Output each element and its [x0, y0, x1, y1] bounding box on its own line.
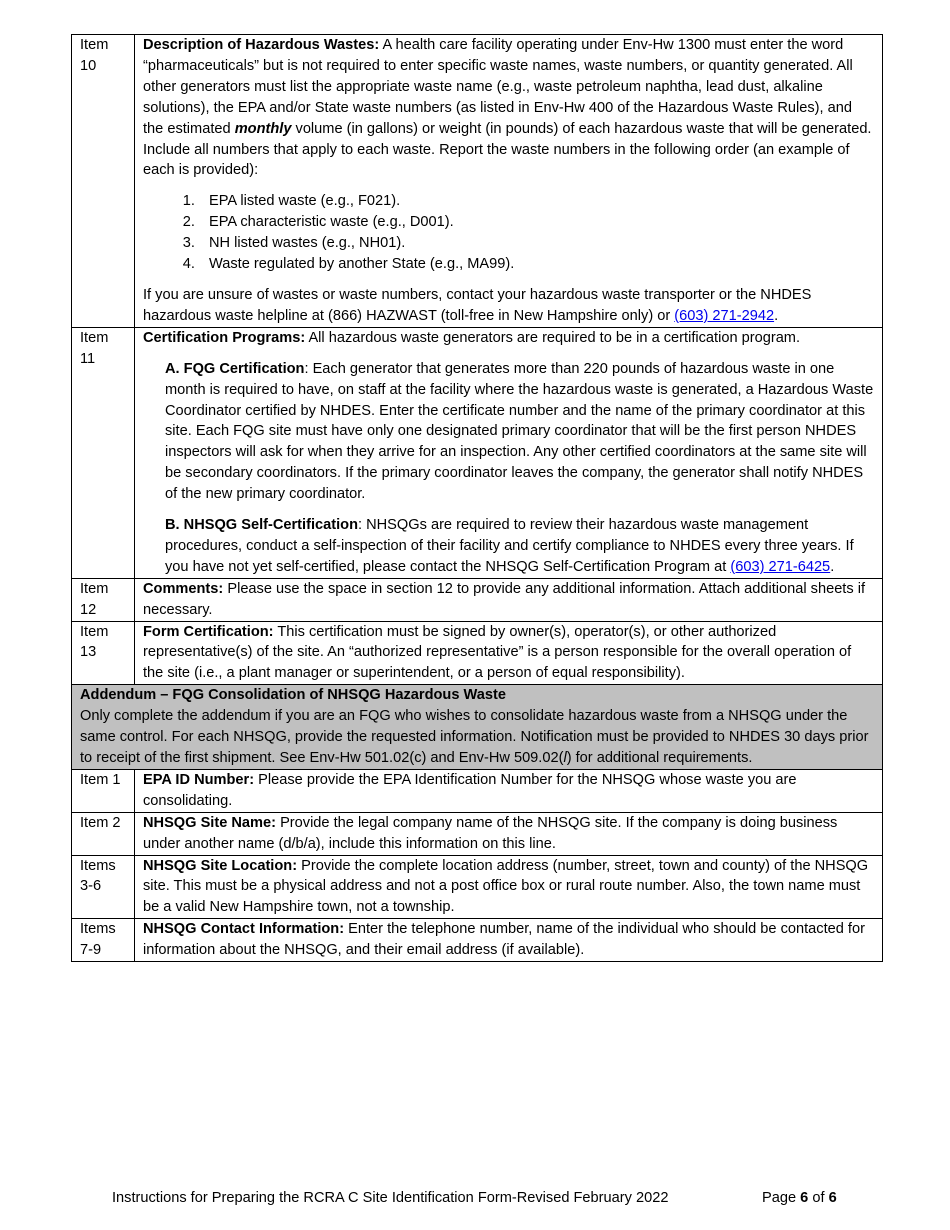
- item-text: This certification must be signed by owner(s), operator(s), or other authorized representative(s) of the site. An “authorized representative” is a person responsible for the overall operation of the site (i.e., a plant manager or superintendent, or a person of equal responsibility).: [143, 623, 852, 682]
- item-text: A health care facility operating under Env-Hw 1300 must enter the word “pharmaceuticals” but is not required to enter specific waste names, waste numbers, or quantity generated. All other generators must list the appropriate waste name (e.g., waste petroleum naphtha, lead dust, alkaline solutions), the EPA and/or State waste numbers (as listed in Env-Hw 400 of the Hazardous Waste Rules), and the estimated: [143, 37, 853, 137]
- item-label: Item 1: [72, 769, 135, 812]
- item-heading: NHSQG Contact Information:: [143, 921, 345, 938]
- nhsqg-self-certification-heading: B. NHSQG Self-Certification: [165, 517, 358, 534]
- item-text: volume (in gallons) or weight (in pounds) of each hazardous waste that will be generated. Include all numbers that apply to each waste. Report the waste numbers in the following order (an example of each is provided):: [143, 120, 872, 179]
- item-description: [135, 35, 883, 328]
- item-heading: NHSQG Site Location:: [143, 857, 298, 874]
- helpline-phone-link[interactable]: (603) 271-2942: [674, 307, 775, 324]
- page-of: of: [812, 1190, 825, 1206]
- item-text: If you are unsure of wastes or waste numbers, contact your hazardous waste transporter or the NHDES hazardous waste helpline at (866) HAZWAST (toll-free in New Hampshire only) or: [143, 286, 812, 324]
- instructions-table: [71, 34, 883, 962]
- footer-title: Instructions for Preparing the RCRA C Site Identification Form-Revised February 2022: [112, 1190, 669, 1206]
- item-description: [135, 769, 883, 812]
- table-row-item-11: [72, 327, 883, 578]
- addendum-text: Only complete the addendum if you are an FQG who wishes to consolidate hazardous waste from a NHSQG under the same control. For each NHSQG, provide the requested information. Notification must be provided to NHDES 30 days prior to receipt of the first shipment. See Env-Hw 501.02(c) and Env-Hw 509.02(: [80, 708, 869, 766]
- self-certification-phone-link[interactable]: (603) 271-6425: [730, 558, 831, 575]
- item-label: Item 11: [72, 327, 135, 578]
- item-heading: Form Certification:: [143, 623, 274, 640]
- punctuation: .: [830, 558, 835, 575]
- table-row-addendum-item-2: [72, 812, 883, 855]
- table-row-item-13: [72, 621, 883, 685]
- item-heading: Comments:: [143, 580, 224, 597]
- item-label: Item 2: [72, 812, 135, 855]
- punctuation: .: [774, 307, 779, 324]
- item-text: Please use the space in section 12 to provide any additional information. Attach additional sheets if necessary.: [143, 580, 866, 618]
- item-label: Items 7-9: [72, 919, 135, 962]
- addendum-text: ) for additional requirements.: [566, 750, 753, 766]
- item-description: [135, 812, 883, 855]
- addendum-title: Addendum – FQG Consolidation of NHSQG Hazardous Waste: [80, 687, 506, 704]
- item-text: Please provide the EPA Identification Number for the NHSQG whose waste you are consolidating.: [143, 771, 797, 809]
- item-text: Provide the complete location address (number, street, town and county) of the NHSQG site. This must be a physical address and not a post office box or rural route number. Also, the town name must be a valid New Hampshire town, not a township.: [143, 857, 869, 916]
- table-row-addendum-items-7-9: [72, 919, 883, 962]
- table-row-addendum-items-3-6: [72, 855, 883, 919]
- waste-number-order-list: [143, 191, 874, 275]
- item-label: Item 10: [72, 35, 135, 328]
- addendum-header-row: [72, 685, 883, 770]
- item-text: Enter the telephone number, name of the individual who should be contacted for information about the NHSQG, and their email address (if available).: [143, 921, 865, 959]
- item-text: Provide the legal company name of the NHSQG site. If the company is doing business under another name (d/b/a), include this information on this line.: [143, 814, 838, 852]
- item-heading: EPA ID Number:: [143, 771, 255, 788]
- list-item: 3. NH listed wastes (e.g., NH01).: [199, 233, 874, 254]
- addendum-header: [72, 685, 883, 770]
- nhsqg-self-certification-paragraph: [143, 515, 874, 578]
- page-prefix: Page: [762, 1190, 797, 1206]
- list-item: 1. EPA listed waste (e.g., F021).: [199, 191, 874, 212]
- item-text: All hazardous waste generators are required to be in a certification program.: [308, 329, 801, 346]
- page-number: [762, 1188, 837, 1208]
- fqg-certification-heading: A. FQG Certification: [165, 360, 305, 377]
- addendum-italic: l: [563, 750, 567, 766]
- list-item: 2. EPA characteristic waste (e.g., D001).: [199, 212, 874, 233]
- table-row-item-10: [72, 35, 883, 328]
- item-label: Item 12: [72, 578, 135, 621]
- page-total: 6: [828, 1190, 837, 1206]
- item-text: : Each generator that generates more than 220 pounds of hazardous waste in one month is required to have, on staff at the facility where the hazardous waste is generated, a Hazardous Waste Coordinator certified by NHDES. Enter the certificate number and the name of the primary coordinator at this site. Each FQG site must have only one designated primary coordinator that will be the first person NHDES inspectors will ask for when they arrive for an inspection. Any other certified coordinators at the same site will be secondary coordinators. If the primary coordinator leaves the company, the generator shall notify NHDES of the new primary coordinator.: [165, 360, 874, 503]
- item-label: Items 3-6: [72, 855, 135, 919]
- item-description: [135, 919, 883, 962]
- item-description: [135, 855, 883, 919]
- list-item: 4. Waste regulated by another State (e.g., MA99).: [199, 254, 874, 275]
- item-description: [135, 621, 883, 685]
- item-text: : NHSQGs are required to review their hazardous waste management procedures, conduct a self-inspection of their facility and certify compliance to NHDES every three years. If you have not yet self-certified, please contact the NHSQG Self-Certification Program at: [165, 517, 854, 575]
- page-current: 6: [800, 1190, 809, 1206]
- item-heading: Description of Hazardous Wastes:: [143, 37, 380, 53]
- item-label: Item 13: [72, 621, 135, 685]
- item-description: [135, 578, 883, 621]
- fqg-certification-paragraph: [143, 359, 874, 505]
- item-heading: Certification Programs:: [143, 329, 306, 346]
- table-row-item-12: [72, 578, 883, 621]
- item-heading: NHSQG Site Name:: [143, 814, 276, 831]
- table-row-addendum-item-1: [72, 769, 883, 812]
- emphasis-monthly: monthly: [234, 120, 292, 137]
- item-description: [135, 327, 883, 578]
